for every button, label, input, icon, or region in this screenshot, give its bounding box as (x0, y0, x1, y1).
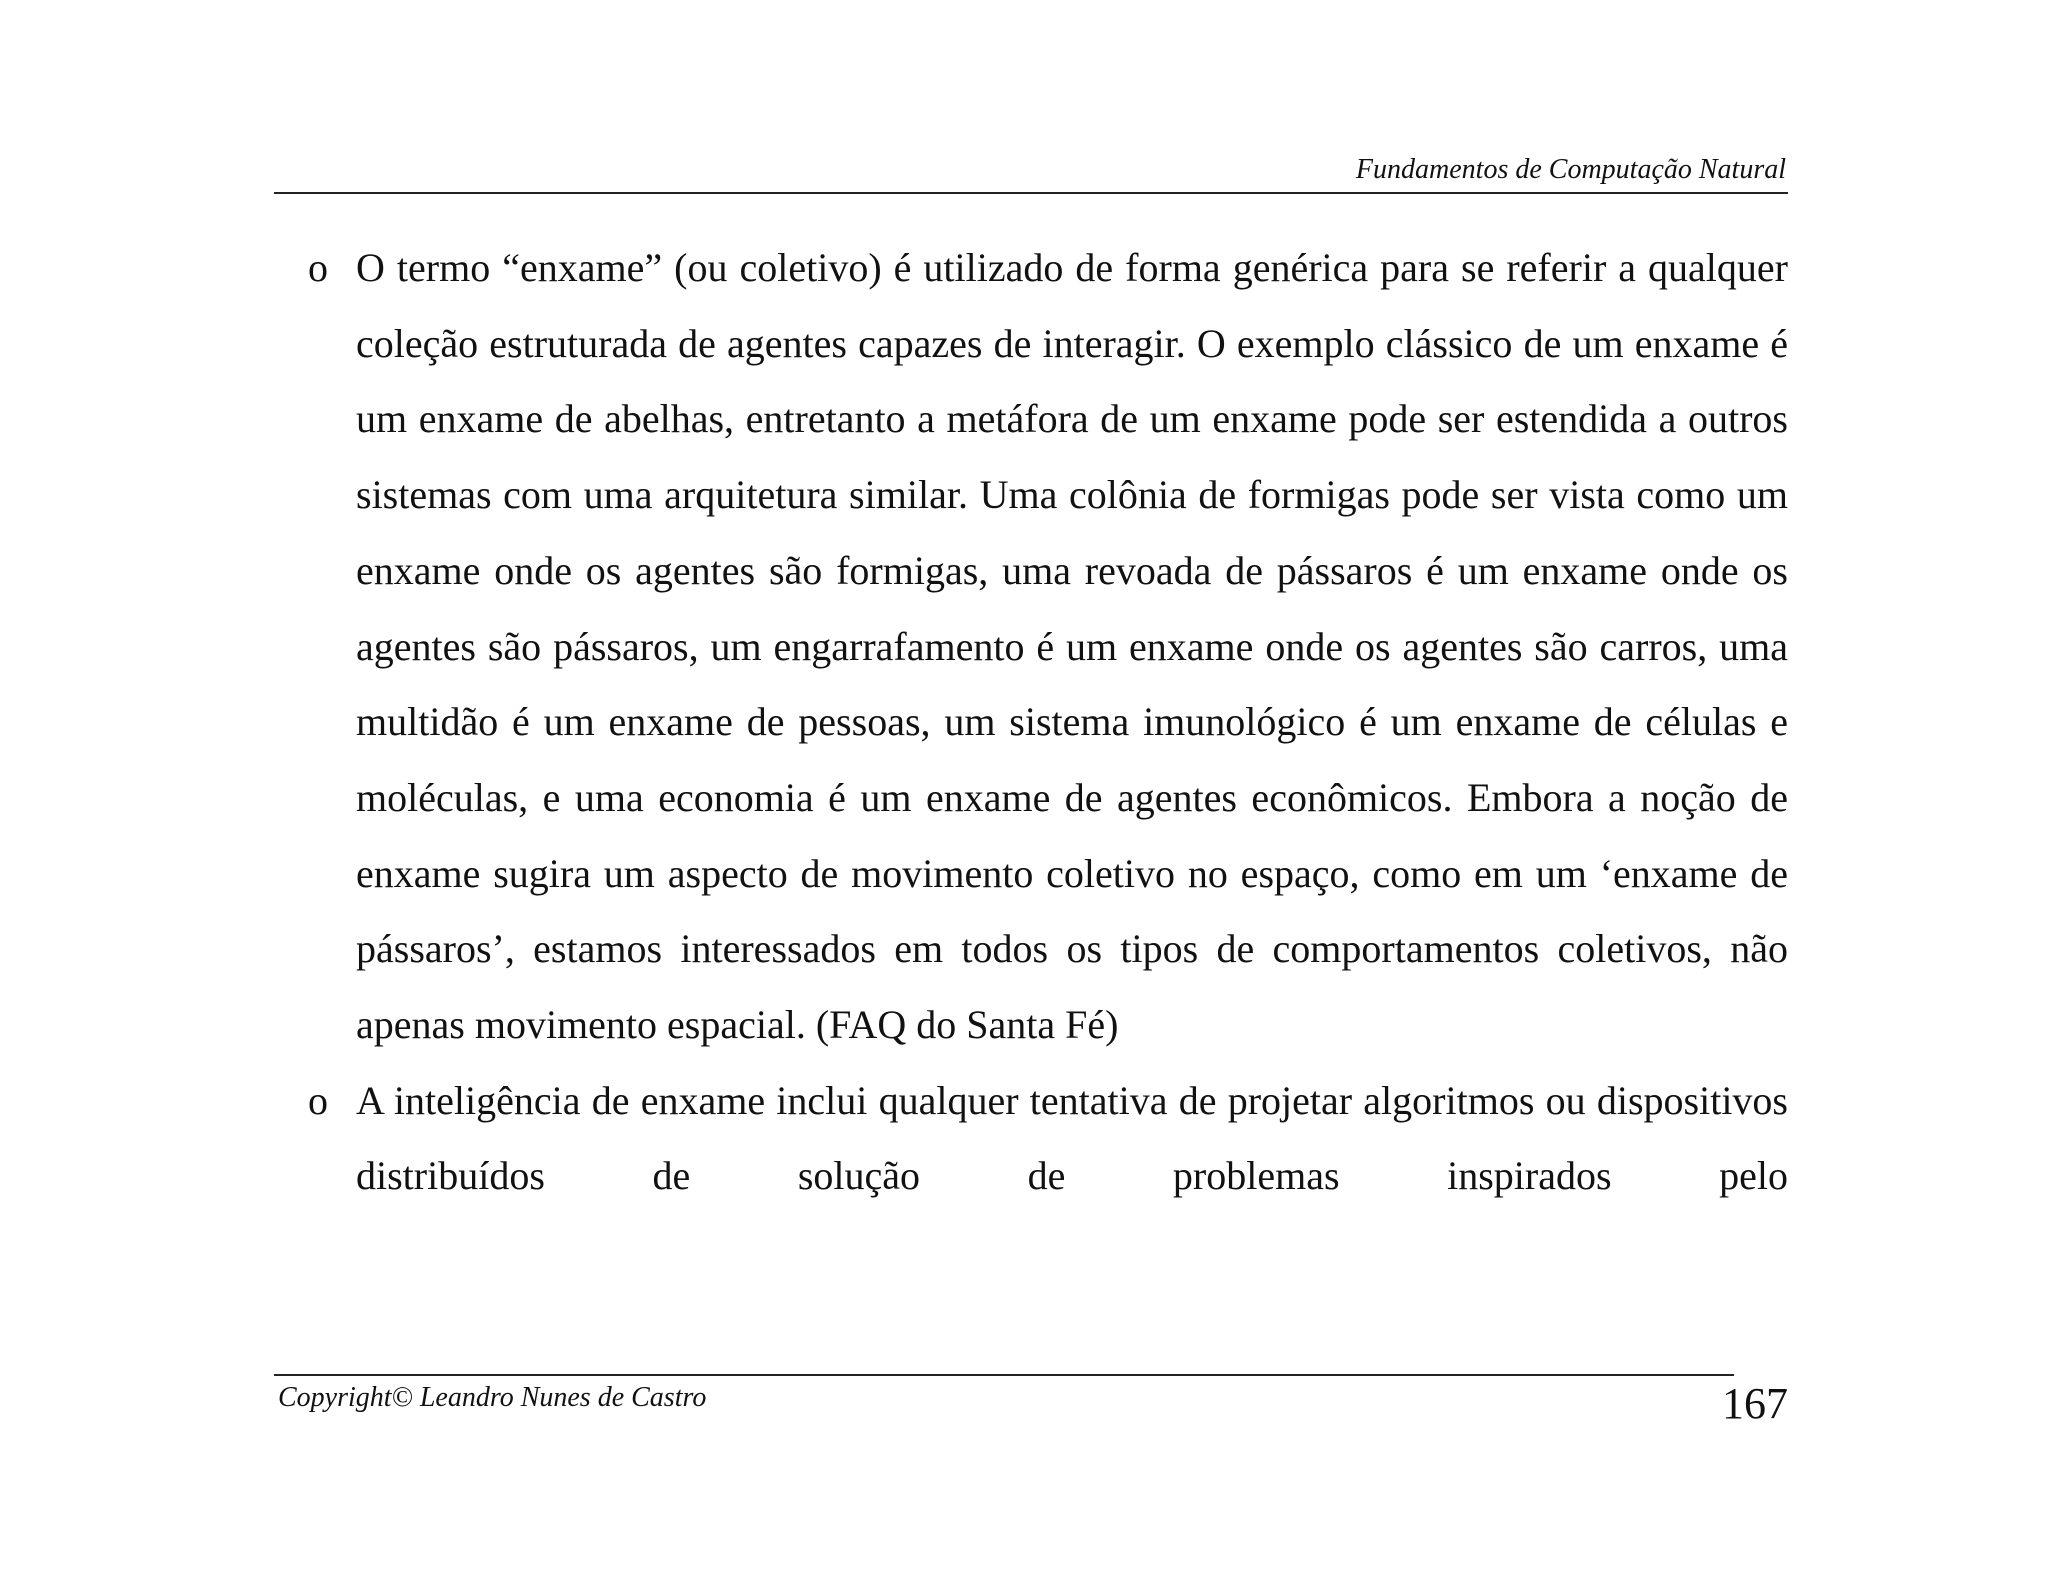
page-number: 167 (1722, 1379, 1788, 1428)
bullet-item (308, 1063, 1788, 1214)
page-header (274, 152, 1788, 194)
bullet-text: A inteligência de enxame inclui qualquer tentativa de projetar algoritmos ou dispositivos distribuídos de solução de problemas inspirados pelo (356, 1077, 1788, 1199)
header-title: Fundamentos de Computação Natural (1355, 154, 1786, 185)
copyright-text: Copyright© Leandro Nunes de Castro (278, 1382, 707, 1413)
page-footer (274, 1374, 1734, 1413)
page-body (308, 230, 1788, 1214)
bullet-marker: o (308, 1077, 328, 1123)
bullet-item (308, 230, 1788, 1063)
bullet-marker: o (308, 245, 328, 290)
bullet-text: O termo “enxame” (ou coletivo) é utilizado de forma genérica para se referir a qualquer coleção estruturada de agentes capazes de interagir. O exemplo clássico de um enxame é um enxame de abelhas, entretanto a metáfora de um enxame pode ser estendida a outros sistemas com uma arquitetura similar. Uma colônia de formigas pode ser vista como um enxame onde os agentes são formigas, uma revoada de pássaros é um enxame onde os agentes são pássaros, um engarrafamento é um enxame onde os agentes são carros, uma multidão é um enxame de pessoas, um sistema imunológico é um enxame de células e moléculas, e uma economia é um enxame de agentes econômicos. Embora a noção de enxame sugira um aspecto de movimento coletivo no espaço, como em um ‘enxame de pássaros’, estamos interessados em todos os tipos de comportamentos coletivos, não apenas movimento espacial. (FAQ do Santa Fé) (356, 245, 1788, 1048)
